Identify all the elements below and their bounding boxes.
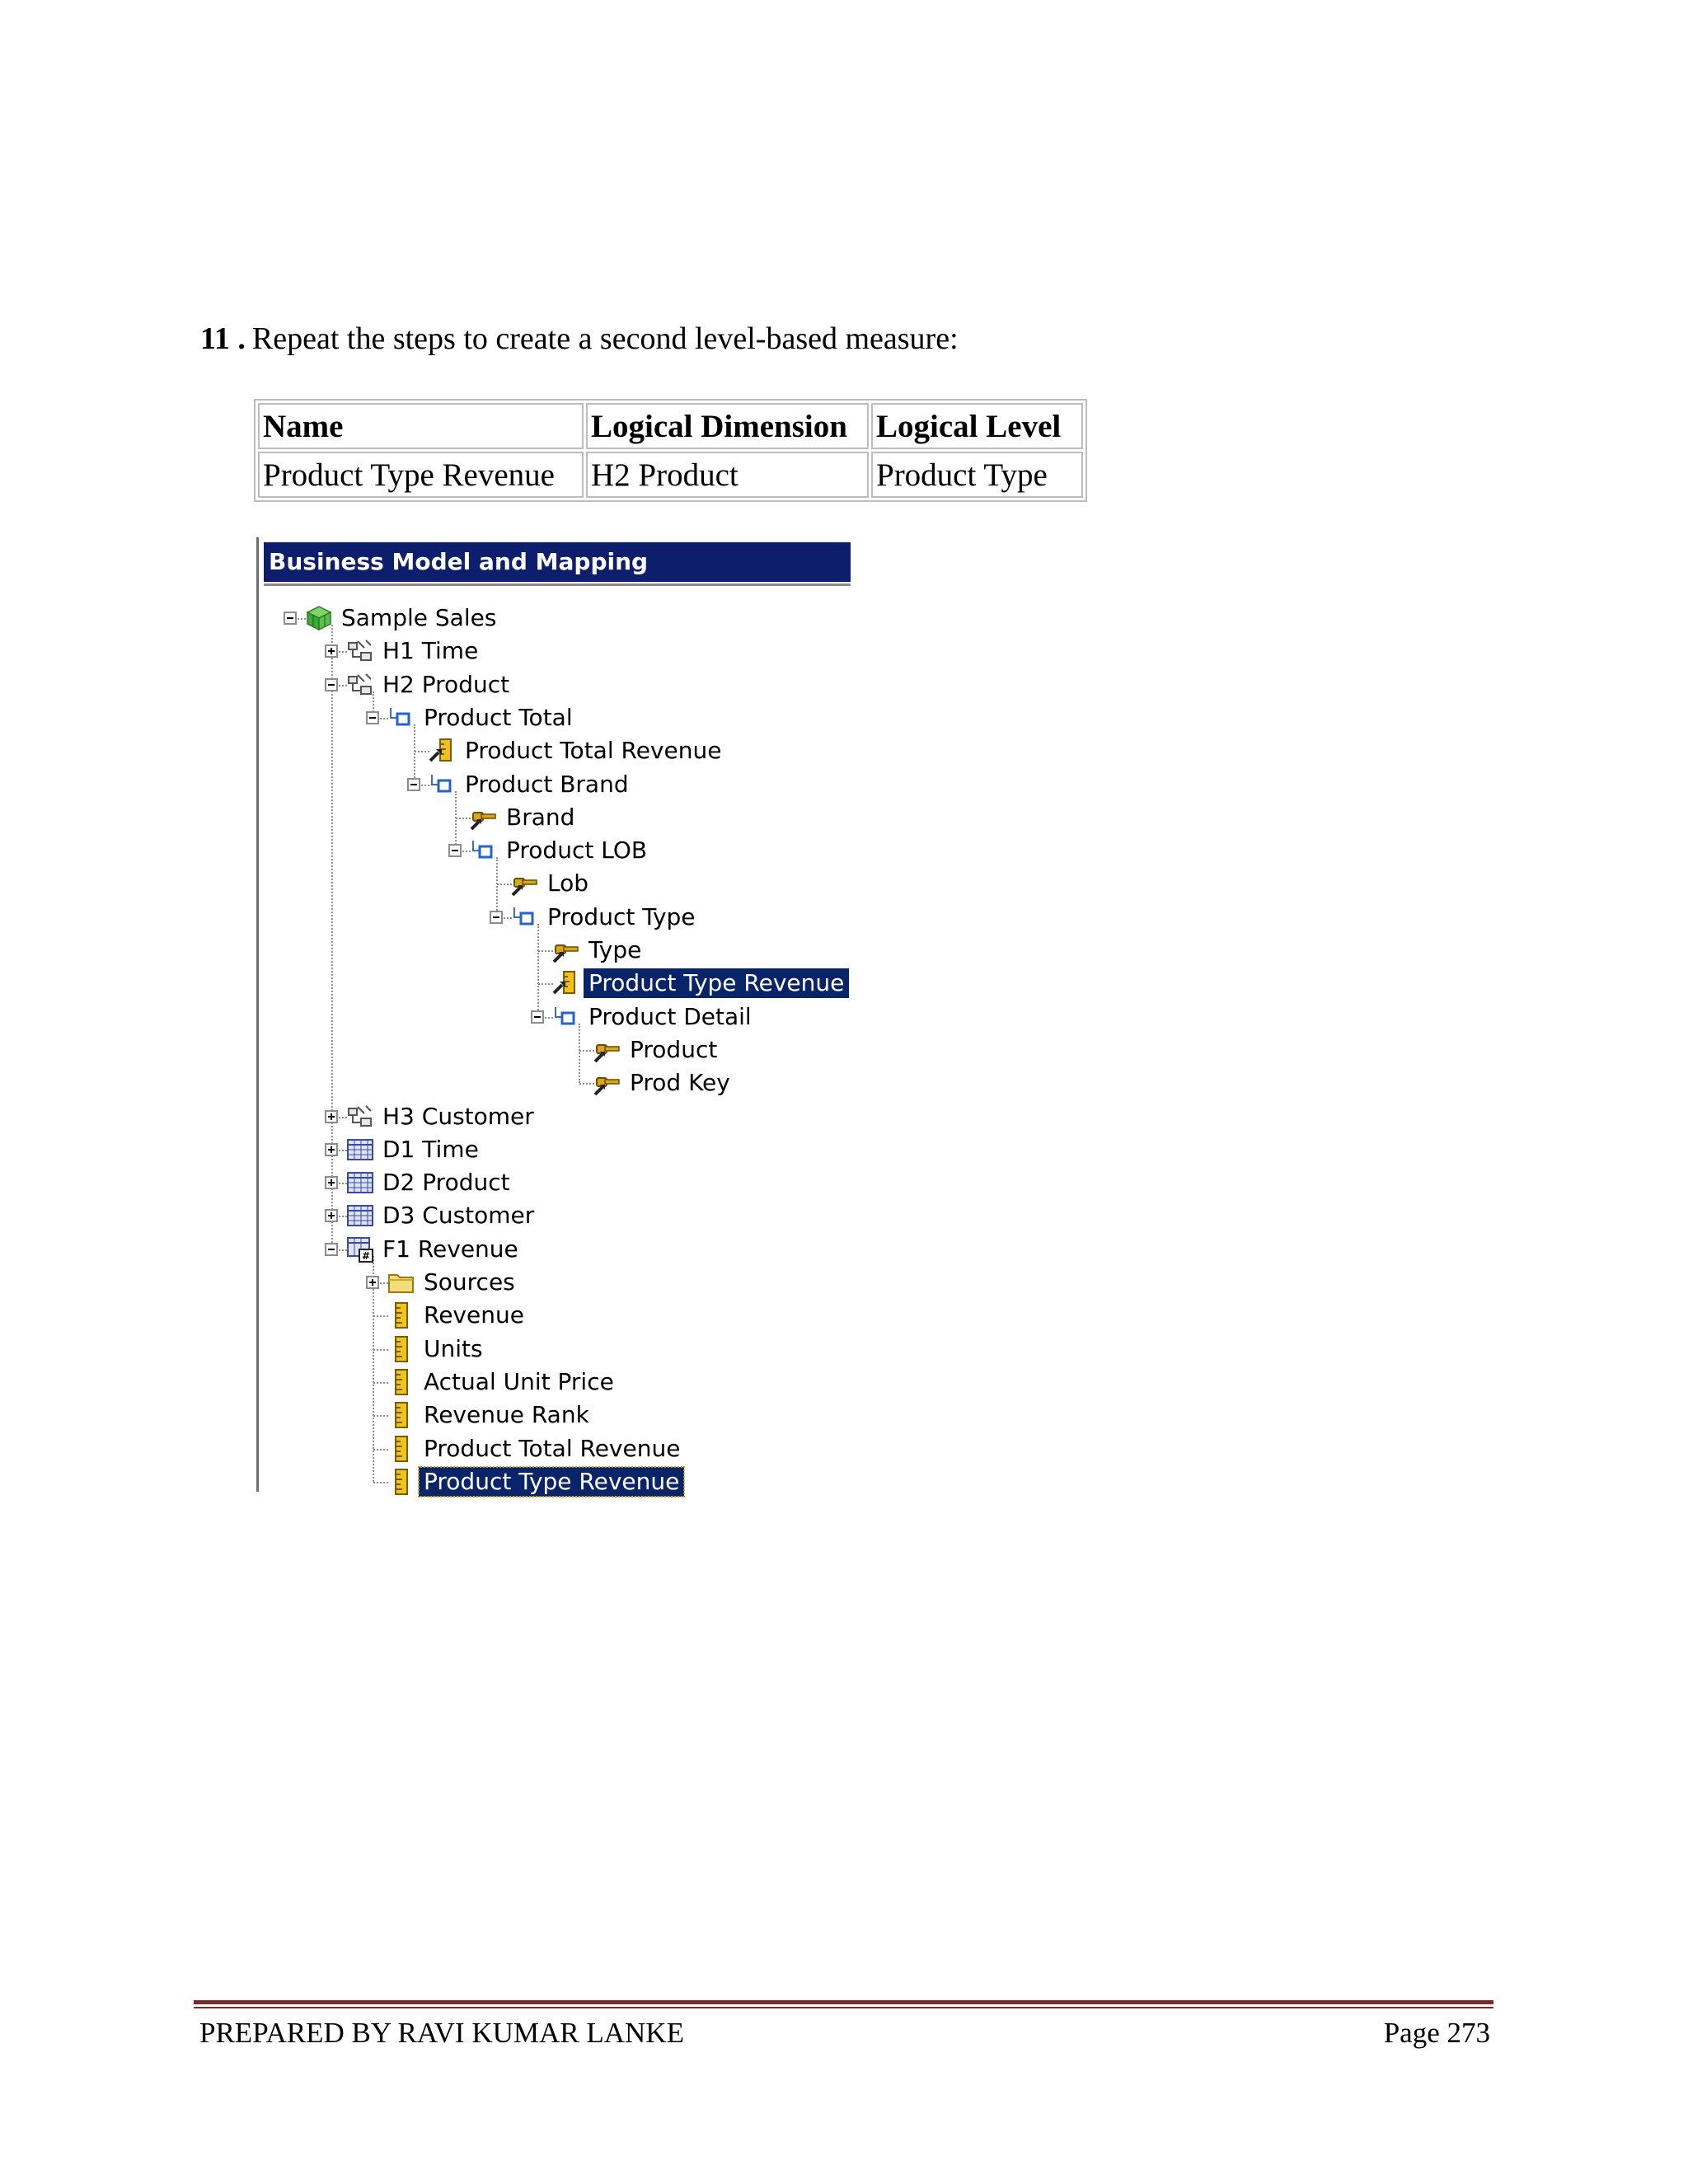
- tree-node-label: Lob: [547, 869, 589, 898]
- logical-level-icon: [387, 705, 415, 731]
- tree-node-label: Product Brand: [465, 770, 629, 798]
- level-measure-icon: [552, 970, 580, 996]
- table-header-cell: Logical Level: [871, 403, 1083, 449]
- tree-node-label: Product: [630, 1035, 718, 1063]
- table-cell: H2 Product: [586, 452, 869, 498]
- tree-connector-line: [538, 950, 553, 952]
- tree-node-label: Revenue: [424, 1301, 524, 1329]
- measure-ruler-icon: [387, 1402, 415, 1428]
- tree-node-label: Product Type: [547, 902, 696, 930]
- logical-level-icon: [552, 1004, 580, 1030]
- collapse-icon[interactable]: [490, 911, 503, 924]
- logical-table-icon: [346, 1202, 374, 1229]
- table-cell: Product Type Revenue: [258, 452, 584, 498]
- tree-connector-line: [373, 1482, 388, 1483]
- tree-node-label: Sources: [424, 1268, 515, 1296]
- measure-ruler-icon: [387, 1302, 415, 1329]
- hierarchy-dimension-icon: [346, 1104, 374, 1130]
- step-number: 11 .: [200, 321, 246, 356]
- collapse-icon[interactable]: [284, 612, 297, 625]
- expand-icon[interactable]: [325, 1176, 338, 1189]
- level-measure-icon: [429, 738, 457, 764]
- measure-ruler-icon: [387, 1336, 415, 1362]
- table-cell: Product Type: [871, 452, 1083, 498]
- level-key-icon: [511, 870, 539, 897]
- hierarchy-dimension-icon: [346, 672, 374, 698]
- logical-level-icon: [470, 837, 498, 864]
- panel-title-bar: Business Model and Mapping: [264, 542, 851, 582]
- tree-node-label: Product Total Revenue: [465, 737, 722, 765]
- tree-connector-line: [373, 1449, 388, 1451]
- footer-rule-thin: [194, 2007, 1493, 2008]
- tree-node-label: Product LOB: [506, 837, 648, 865]
- svg-text:#: #: [361, 1249, 371, 1262]
- tree-node-label: Product Type Revenue: [584, 968, 849, 998]
- tree-node-label: D2 Product: [382, 1169, 510, 1197]
- collapse-icon[interactable]: [325, 678, 338, 691]
- tree-connector-line: [373, 1382, 388, 1384]
- expand-icon[interactable]: [366, 1276, 379, 1289]
- collapse-icon[interactable]: [407, 778, 420, 791]
- collapse-icon[interactable]: [325, 1243, 338, 1256]
- tree-node-label: D1 Time: [382, 1135, 479, 1163]
- collapse-icon[interactable]: [448, 844, 462, 857]
- tree-connector-line: [538, 983, 553, 985]
- step-instruction: [200, 317, 959, 360]
- expand-icon[interactable]: [325, 1143, 338, 1156]
- table-header-cell: Logical Dimension: [586, 403, 869, 449]
- tree-connector-line: [456, 818, 471, 819]
- tree-node-label: Product Type Revenue: [419, 1467, 684, 1497]
- table-header-row: [258, 403, 1083, 449]
- tree-connector-line: [373, 1415, 388, 1417]
- footer-author: PREPARED BY RAVI KUMAR LANKE: [199, 2017, 684, 2049]
- tree-connector-line: [373, 1315, 388, 1317]
- tree-node-label: Actual Unit Price: [424, 1367, 614, 1395]
- tree-node-label: Revenue Rank: [424, 1401, 589, 1429]
- expand-icon[interactable]: [325, 644, 338, 658]
- table-row: [258, 452, 1083, 498]
- fact-table-icon: [346, 1236, 374, 1263]
- level-key-icon: [593, 1037, 621, 1063]
- collapse-icon[interactable]: [531, 1010, 544, 1024]
- footer-rule: [194, 2000, 1493, 2004]
- bmm-screenshot: [256, 537, 856, 1495]
- measure-ruler-icon: [387, 1369, 415, 1395]
- tree-node-label: H3 Customer: [382, 1102, 534, 1130]
- collapse-icon[interactable]: [366, 711, 379, 724]
- tree-connector-line: [497, 883, 512, 885]
- tree-connector-line: [373, 1349, 388, 1351]
- logical-table-icon: [346, 1169, 374, 1196]
- tree-node-label: Sample Sales: [341, 604, 497, 631]
- tree-node-label: H2 Product: [382, 670, 510, 698]
- expand-icon[interactable]: [325, 1209, 338, 1222]
- tree-connector-line: [579, 1050, 594, 1052]
- tree-node-label: Product Total Revenue: [424, 1434, 681, 1462]
- level-key-icon: [593, 1070, 621, 1096]
- tree-node-label: Prod Key: [630, 1069, 730, 1097]
- step-text: Repeat the steps to create a second level-based measure:: [251, 321, 959, 356]
- logical-level-icon: [429, 771, 457, 798]
- tree-node-label: H1 Time: [382, 637, 479, 665]
- tree-connector-line: [579, 1024, 580, 1084]
- business-model-cube-icon: [305, 605, 333, 631]
- measure-ruler-icon: [387, 1469, 415, 1495]
- table-header-cell: Name: [258, 403, 584, 449]
- measure-definition-table: [254, 399, 1087, 502]
- tree-connector-line: [496, 857, 498, 917]
- folder-icon: [387, 1269, 415, 1296]
- logical-level-icon: [511, 904, 539, 930]
- tree-connector-line: [455, 791, 457, 851]
- tree-connector-line: [579, 1083, 594, 1085]
- tree-node-label: Product Detail: [588, 1002, 752, 1030]
- footer-page-number: Page 273: [1383, 2017, 1490, 2049]
- bmm-tree[interactable]: [259, 537, 856, 1495]
- tree-node-label: D3 Customer: [382, 1202, 535, 1230]
- tree-node-label: Product Total: [424, 703, 573, 731]
- tree-node-label: Units: [424, 1334, 483, 1362]
- tree-connector-line: [414, 724, 415, 785]
- hierarchy-dimension-icon: [346, 638, 374, 664]
- level-key-icon: [470, 804, 498, 831]
- tree-node-label: F1 Revenue: [382, 1235, 518, 1263]
- logical-table-icon: [346, 1137, 374, 1163]
- measure-ruler-icon: [387, 1436, 415, 1462]
- expand-icon[interactable]: [325, 1110, 338, 1123]
- level-key-icon: [552, 937, 580, 963]
- tree-node-label: Brand: [506, 803, 575, 831]
- tree-connector-line: [415, 751, 429, 752]
- tree-connector-line: [537, 924, 539, 1017]
- tree-node-label: Type: [588, 936, 642, 963]
